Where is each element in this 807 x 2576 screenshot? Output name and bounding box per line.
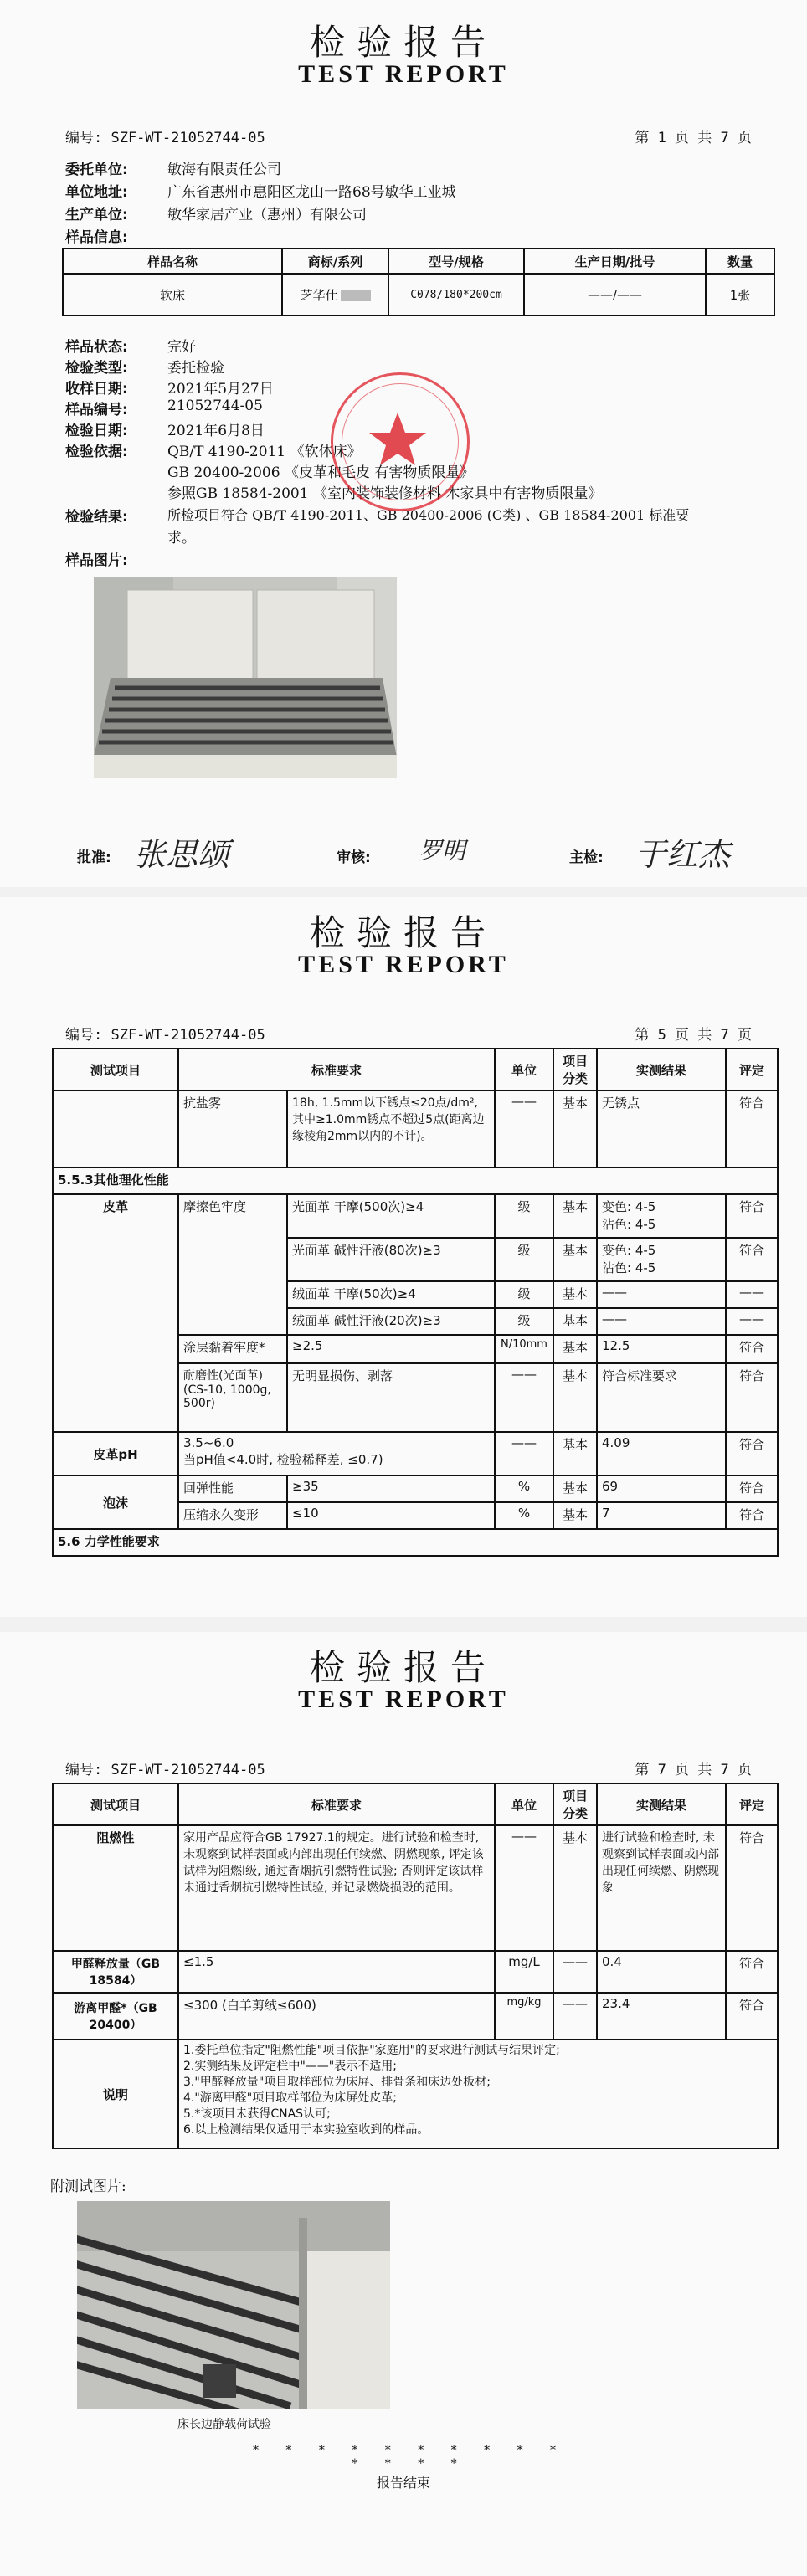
field-label: 检验类型: <box>65 360 128 377</box>
stamp-star-icon <box>331 372 465 506</box>
requirement: 光面革 碱性汗液(80次)≥3 <box>287 1238 495 1281</box>
report-page-5 <box>0 897 807 1617</box>
sample-table-header: 数量 <box>706 249 774 274</box>
result-line: 求。 <box>167 530 196 547</box>
col-header: 标准要求 <box>178 1783 495 1825</box>
report-title-cn: 检验报告 <box>309 1647 497 1688</box>
result: 无锈点 <box>597 1090 726 1167</box>
results-table-p5 <box>52 1048 779 1557</box>
result: —— <box>597 1281 726 1308</box>
requirement: 光面革 干摩(500次)≥4 <box>287 1194 495 1238</box>
evaluation: 符合 <box>726 1363 778 1432</box>
note-line: 3."甲醛释放量"项目取样部位为床屏、排骨条和床边处板材; <box>183 2076 491 2089</box>
field-value: 委托检验 <box>167 360 224 377</box>
class: —— <box>553 1951 597 1993</box>
attach-label: 附测试图片: <box>50 2178 126 2195</box>
col-header: 项目分类 <box>553 1783 597 1825</box>
class: 基本 <box>553 1363 597 1432</box>
sub-item: 涂层黏着牢度* <box>178 1335 287 1363</box>
page-number: 第 1 页 共 7 页 <box>635 130 752 146</box>
col-header: 测试项目 <box>53 1049 178 1090</box>
sample-quantity: 1张 <box>706 274 774 316</box>
class: 基本 <box>553 1335 597 1363</box>
field-label: 样品状态: <box>65 339 128 356</box>
note-line: 4."游离甲醛"项目取样部位为床屏处皮革; <box>183 2091 397 2105</box>
maker-value: 敏华家居产业（惠州）有限公司 <box>167 207 367 223</box>
result: 符合标准要求 <box>597 1363 726 1432</box>
requirement: ≤1.5 <box>178 1951 495 1993</box>
note-line: 2.实测结果及评定栏中"——"表示不适用; <box>183 2060 397 2073</box>
unit: 级 <box>495 1281 553 1308</box>
notes-row <box>53 2040 778 2148</box>
sub-item: 耐磨性(光面革)(CS-10, 1000g, 500r) <box>178 1363 287 1432</box>
evaluation: 符合 <box>726 1951 778 1993</box>
approve-signature: 张思颂 <box>134 836 230 873</box>
field-label: 样品编号: <box>65 402 128 418</box>
page-number: 第 7 页 共 7 页 <box>635 1762 752 1778</box>
unit: —— <box>495 1432 553 1475</box>
col-header: 标准要求 <box>178 1049 495 1090</box>
item-leather-ph: 皮革pH <box>53 1432 178 1475</box>
unit: mg/L <box>495 1951 553 1993</box>
sample-info-label: 样品信息: <box>65 229 128 246</box>
evaluation: 符合 <box>726 1993 778 2040</box>
col-header: 实测结果 <box>597 1049 726 1090</box>
report-title-en: TEST REPORT <box>298 1686 509 1713</box>
maker-label: 生产单位: <box>65 207 128 223</box>
requirement: 家用产品应符合GB 17927.1的规定。进行试验和检查时, 未观察到试样表面或内部出现任何续燃、阴燃现象, 评定该试样为阻燃Ⅰ级, 通过香烟抗引燃特性试验; 否则评定该试样未通过香烟抗引燃特性试验, 并记录燃烧损毁的范围。 <box>178 1825 495 1951</box>
sample-batch: ——/—— <box>524 274 706 316</box>
col-header: 评定 <box>726 1783 778 1825</box>
report-title-cn: 检验报告 <box>309 912 497 953</box>
result: —— <box>597 1308 726 1335</box>
unit: 级 <box>495 1194 553 1238</box>
evaluation: 符合 <box>726 1090 778 1167</box>
item-foam: 泡沫 <box>53 1475 178 1529</box>
requirement: ≥35 <box>287 1475 495 1502</box>
result-label: 检验结果: <box>65 509 128 526</box>
class: —— <box>553 1993 597 2040</box>
note-line: 5.*该项目未获得CNAS认可; <box>183 2107 331 2121</box>
report-title-en: TEST REPORT <box>298 60 509 88</box>
section-heading: 5.6 力学性能要求 <box>53 1529 778 1556</box>
unit: 级 <box>495 1238 553 1281</box>
requirement: 18h, 1.5mm以下锈点≤20点/dm², 其中≥1.0mm锈点不超过5点(距离边缘棱角2mm以内的不计)。 <box>287 1090 495 1167</box>
result: 23.4 <box>597 1993 726 2040</box>
field-value: 21052744-05 <box>167 398 263 414</box>
inspection-stamp <box>331 372 470 511</box>
results-table-p7 <box>52 1783 779 2149</box>
item-leather: 皮革 <box>53 1194 178 1432</box>
requirement: 绒面革 碱性汗液(20次)≥3 <box>287 1308 495 1335</box>
class: 基本 <box>553 1308 597 1335</box>
sample-table-header: 商标/系列 <box>282 249 388 274</box>
class: 基本 <box>553 1194 597 1238</box>
sample-table-header: 生产日期/批号 <box>524 249 706 274</box>
chief-label: 主检: <box>569 849 604 866</box>
col-header: 项目分类 <box>553 1049 597 1090</box>
note-line: 6.以上检测结果仅适用于本实验室收到的样品。 <box>183 2123 429 2137</box>
requirement: 3.5~6.0 当pH值<4.0时, 检验稀释差, ≤0.7) <box>178 1432 495 1475</box>
table-row <box>53 1475 778 1502</box>
result: 69 <box>597 1475 726 1502</box>
unit: —— <box>495 1090 553 1167</box>
sample-table <box>62 248 775 316</box>
col-header: 评定 <box>726 1049 778 1090</box>
result: 7 <box>597 1502 726 1529</box>
address-label: 单位地址: <box>65 184 128 201</box>
report-number: 编号: SZF-WT-21052744-05 <box>65 1762 265 1778</box>
sub-item: 压缩永久变形 <box>178 1502 287 1529</box>
report-end: 报告结束 <box>376 2475 430 2491</box>
class: 基本 <box>553 1825 597 1951</box>
review-signature: 罗明 <box>419 837 466 865</box>
col-header: 实测结果 <box>597 1783 726 1825</box>
client-value: 敏海有限责任公司 <box>167 162 281 178</box>
table-row <box>53 1432 778 1475</box>
review-label: 审核: <box>337 849 371 866</box>
evaluation: 符合 <box>726 1432 778 1475</box>
field-value: 2021年5月27日 <box>167 381 274 398</box>
note-line: 1.委托单位指定"阻燃性能"项目依据"家庭用"的要求进行测试与结果评定; <box>183 2044 560 2057</box>
requirement: 绒面革 干摩(50次)≥4 <box>287 1281 495 1308</box>
unit: mg/kg <box>495 1993 553 2040</box>
sample-photo <box>94 577 397 778</box>
unit: —— <box>495 1825 553 1951</box>
chief-signature: 于红杰 <box>635 836 731 873</box>
sub-item: 回弹性能 <box>178 1475 287 1502</box>
report-page-7 <box>0 1632 807 2576</box>
result-line: 所检项目符合 QB/T 4190-2011、GB 20400-2006 (C类) 、GB 18584-2001 标准要 <box>167 507 690 523</box>
sample-model: C078/180*200cm <box>388 274 524 316</box>
class: 基本 <box>553 1432 597 1475</box>
col-header: 测试项目 <box>53 1783 178 1825</box>
test-photo <box>77 2201 390 2409</box>
table-row <box>53 1090 778 1167</box>
evaluation: —— <box>726 1308 778 1335</box>
end-stars: * * * * * * * * * * * * * * <box>252 2444 568 2471</box>
field-label: 收样日期: <box>65 381 128 398</box>
result: 12.5 <box>597 1335 726 1363</box>
address-value: 广东省惠州市惠阳区龙山一路68号敏华工业城 <box>167 184 456 201</box>
table-row <box>53 1825 778 1951</box>
class: 基本 <box>553 1281 597 1308</box>
unit: % <box>495 1475 553 1502</box>
unit: —— <box>495 1363 553 1432</box>
sub-item: 抗盐雾 <box>178 1090 287 1167</box>
table-row <box>53 1993 778 2040</box>
evaluation: 符合 <box>726 1335 778 1363</box>
result: 0.4 <box>597 1951 726 1993</box>
unit: % <box>495 1502 553 1529</box>
result: 变色: 4-5 沾色: 4-5 <box>597 1238 726 1281</box>
unit: 级 <box>495 1308 553 1335</box>
result: 4.09 <box>597 1432 726 1475</box>
section-heading: 5.5.3其他理化性能 <box>53 1167 778 1194</box>
evaluation: 符合 <box>726 1502 778 1529</box>
col-header: 单位 <box>495 1783 553 1825</box>
field-label: 检验日期: <box>65 423 128 439</box>
evaluation: —— <box>726 1281 778 1308</box>
requirement: ≤10 <box>287 1502 495 1529</box>
class: 基本 <box>553 1502 597 1529</box>
field-value: 2021年6月8日 <box>167 423 265 439</box>
sample-table-header: 样品名称 <box>63 249 282 274</box>
class: 基本 <box>553 1090 597 1167</box>
evaluation: 符合 <box>726 1238 778 1281</box>
class: 基本 <box>553 1475 597 1502</box>
sub-item: 摩擦色牢度 <box>178 1194 287 1335</box>
notes-label: 说明 <box>53 2040 178 2148</box>
client-label: 委托单位: <box>65 162 128 178</box>
col-header: 单位 <box>495 1049 553 1090</box>
photo-label: 样品图片: <box>65 552 128 569</box>
photo-caption: 床长边静载荷试验 <box>177 2418 271 2431</box>
sample-brand: 芝华仕 <box>282 274 388 316</box>
requirement: ≤300 (白羊剪绒≤600) <box>178 1993 495 2040</box>
basis-line: 参照GB 18584-2001 《室内装饰装修材料 木家具中有害物质限量》 <box>167 485 603 502</box>
report-title-en: TEST REPORT <box>298 951 509 978</box>
approve-label: 批准: <box>77 849 111 866</box>
evaluation: 符合 <box>726 1475 778 1502</box>
result: 变色: 4-5 沾色: 4-5 <box>597 1194 726 1238</box>
evaluation: 符合 <box>726 1194 778 1238</box>
sample-name: 软床 <box>63 274 282 316</box>
blurred-mask <box>341 290 371 301</box>
table-row <box>53 1951 778 1993</box>
sample-table-header: 型号/规格 <box>388 249 524 274</box>
requirement: 无明显损伤、剥落 <box>287 1363 495 1432</box>
result: 进行试验和检查时, 未观察到试样表面或内部出现任何续燃、阴燃现象 <box>597 1825 726 1951</box>
report-number: 编号: SZF-WT-21052744-05 <box>65 130 265 146</box>
requirement: ≥2.5 <box>287 1335 495 1363</box>
basis-line: GB 20400-2006 《皮革和毛皮 有害物质限量》 <box>167 464 475 481</box>
basis-label: 检验依据: <box>65 444 128 460</box>
report-title-cn: 检验报告 <box>309 22 497 63</box>
report-number: 编号: SZF-WT-21052744-05 <box>65 1027 265 1044</box>
class: 基本 <box>553 1238 597 1281</box>
field-value: 完好 <box>167 339 196 356</box>
report-page-1 <box>0 0 807 887</box>
unit: N/10mm <box>495 1335 553 1363</box>
table-row <box>53 1194 778 1238</box>
item-formaldehyde: 甲醛释放量（GB 18584） <box>53 1951 178 1993</box>
notes-cell <box>178 2040 778 2148</box>
item-flame: 阻燃性 <box>53 1825 178 1951</box>
basis-line: QB/T 4190-2011 《软体床》 <box>167 444 362 460</box>
item-free-formaldehyde: 游离甲醛*（GB 20400） <box>53 1993 178 2040</box>
evaluation: 符合 <box>726 1825 778 1951</box>
page-number: 第 5 页 共 7 页 <box>635 1027 752 1044</box>
